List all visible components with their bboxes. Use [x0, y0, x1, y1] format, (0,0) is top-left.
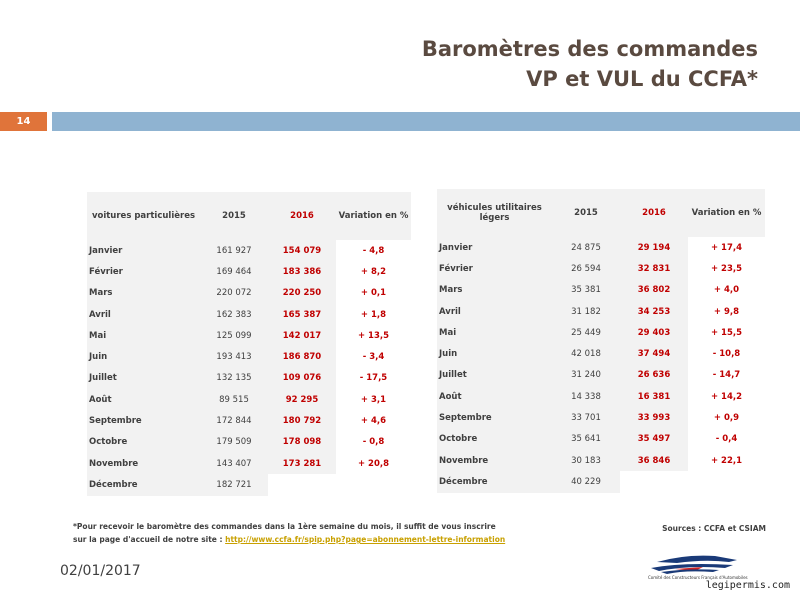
slide-date: 02/01/2017 — [60, 563, 141, 579]
vp-variation-cell: - 17,5 — [336, 368, 411, 389]
vul-2015-cell: 25 449 — [552, 322, 620, 343]
vp-2015-cell: 125 099 — [200, 325, 268, 346]
vul-month-cell: Juin — [437, 343, 552, 364]
vp-variation-cell: + 3,1 — [336, 389, 411, 410]
vp-row — [87, 432, 411, 453]
vul-variation-cell: + 14,2 — [688, 386, 765, 407]
footnote-prefix: sur la page d'accueil de notre site : — [73, 535, 226, 544]
vul-2016-cell: 16 381 — [620, 386, 688, 407]
vp-row — [87, 474, 411, 495]
vp-month-cell: Avril — [87, 304, 200, 325]
vp-month-cell: Juin — [87, 346, 200, 367]
vul-2015-cell: 30 183 — [552, 450, 620, 471]
vul-month-cell: Mars — [437, 280, 552, 301]
vp-variation-cell: + 4,6 — [336, 410, 411, 431]
vp-variation-cell: + 1,8 — [336, 304, 411, 325]
vp-month-cell: Août — [87, 389, 200, 410]
vul-month-cell: Février — [437, 258, 552, 279]
vp-2015-cell: 132 135 — [200, 368, 268, 389]
vp-2015-cell: 220 072 — [200, 283, 268, 304]
vp-variation-cell: - 4,8 — [336, 240, 411, 261]
vul-2015-cell: 31 182 — [552, 301, 620, 322]
vul-row — [437, 301, 765, 322]
vul-row — [437, 343, 765, 364]
vp-variation-cell: + 13,5 — [336, 325, 411, 346]
vul-2016-cell: 33 993 — [620, 407, 688, 428]
vp-2015-cell: 182 721 — [200, 474, 268, 495]
vul-month-cell: Janvier — [437, 237, 552, 258]
vul-variation-cell: + 15,5 — [688, 322, 765, 343]
vp-2016-cell: 154 079 — [268, 240, 336, 261]
vp-variation-cell — [336, 474, 411, 495]
vul-month-cell: Mai — [437, 322, 552, 343]
vp-month-cell: Octobre — [87, 432, 200, 453]
vp-row — [87, 304, 411, 325]
header-band — [52, 112, 800, 131]
vp-row — [87, 453, 411, 474]
vp-2015-cell: 89 515 — [200, 389, 268, 410]
sources-note: Sources : CCFA et CSIAM — [662, 524, 766, 533]
slide-title — [422, 34, 758, 94]
vp-row — [87, 283, 411, 304]
vp-2016-cell: 109 076 — [268, 368, 336, 389]
vul-variation-cell: + 22,1 — [688, 450, 765, 471]
vp-variation-cell: + 8,2 — [336, 261, 411, 282]
vul-row — [437, 258, 765, 279]
slide-title-line1: Baromètres des commandes — [421, 37, 758, 61]
vp-month-cell: Juillet — [87, 368, 200, 389]
vul-2015-cell: 26 594 — [552, 258, 620, 279]
vul-month-cell: Avril — [437, 301, 552, 322]
vul-row — [437, 471, 765, 492]
vul-variation-cell: - 10,8 — [688, 343, 765, 364]
vul-row — [437, 450, 765, 471]
vp-2016-cell: 183 386 — [268, 261, 336, 282]
vp-orders-table — [87, 192, 411, 496]
vul-2016-cell: 36 802 — [620, 280, 688, 301]
footnote — [73, 520, 505, 546]
vul-header-2015: 2015 — [552, 189, 620, 237]
slide-number: 14 — [0, 112, 47, 131]
vp-header-variation: Variation en % — [336, 192, 411, 240]
vul-2016-cell — [620, 471, 688, 492]
vp-row — [87, 368, 411, 389]
vp-header-2016: 2016 — [268, 192, 336, 240]
vp-month-cell: Février — [87, 261, 200, 282]
vp-2016-cell: 180 792 — [268, 410, 336, 431]
vul-2016-cell: 32 831 — [620, 258, 688, 279]
vp-month-cell: Décembre — [87, 474, 200, 495]
vul-month-cell: Septembre — [437, 407, 552, 428]
vul-row — [437, 407, 765, 428]
vul-variation-cell: + 4,0 — [688, 280, 765, 301]
vul-2015-cell: 35 641 — [552, 429, 620, 450]
vp-2015-cell: 162 383 — [200, 304, 268, 325]
vp-2016-cell: 165 387 — [268, 304, 336, 325]
footnote-line2 — [73, 533, 505, 546]
vul-2016-cell: 36 846 — [620, 450, 688, 471]
vp-month-cell: Mai — [87, 325, 200, 346]
vul-header-variation: Variation en % — [688, 189, 765, 237]
vul-row — [437, 237, 765, 258]
vp-2016-cell: 186 870 — [268, 346, 336, 367]
vp-variation-cell: - 0,8 — [336, 432, 411, 453]
vp-month-cell: Mars — [87, 283, 200, 304]
vul-2016-cell: 37 494 — [620, 343, 688, 364]
vul-2015-cell: 24 875 — [552, 237, 620, 258]
vp-row — [87, 410, 411, 431]
watermark: legipermis.com — [705, 580, 790, 591]
vul-row — [437, 429, 765, 450]
vp-2015-cell: 161 927 — [200, 240, 268, 261]
vul-2016-cell: 34 253 — [620, 301, 688, 322]
vp-2016-cell: 142 017 — [268, 325, 336, 346]
vp-2015-cell: 143 407 — [200, 453, 268, 474]
vul-variation-cell: + 9,8 — [688, 301, 765, 322]
vul-2015-cell: 33 701 — [552, 407, 620, 428]
vul-2015-cell: 42 018 — [552, 343, 620, 364]
vp-row — [87, 325, 411, 346]
footnote-line1: *Pour recevoir le baromètre des commandes dans la 1ère semaine du mois, il suffit de vous inscrire — [73, 522, 496, 531]
vp-row — [87, 240, 411, 261]
vul-2016-cell: 35 497 — [620, 429, 688, 450]
vul-variation-cell: + 23,5 — [688, 258, 765, 279]
vul-2015-cell: 31 240 — [552, 365, 620, 386]
vp-variation-cell: + 0,1 — [336, 283, 411, 304]
vul-2016-cell: 29 403 — [620, 322, 688, 343]
vp-2016-cell: 220 250 — [268, 283, 336, 304]
vul-2015-cell: 35 381 — [552, 280, 620, 301]
vul-month-cell: Octobre — [437, 429, 552, 450]
vp-row — [87, 346, 411, 367]
vp-month-cell: Septembre — [87, 410, 200, 431]
vp-header-2015: 2015 — [200, 192, 268, 240]
vul-row — [437, 365, 765, 386]
vul-variation-cell: + 0,9 — [688, 407, 765, 428]
vp-row — [87, 261, 411, 282]
vp-2015-cell: 179 509 — [200, 432, 268, 453]
vul-2016-cell: 26 636 — [620, 365, 688, 386]
vul-orders-table — [437, 189, 765, 493]
logo-caption: Comité des Constructeurs Français d'Automobiles — [648, 575, 748, 580]
vul-2015-cell: 40 229 — [552, 471, 620, 492]
vul-header-2016: 2016 — [620, 189, 688, 237]
subscription-link[interactable]: http://www.ccfa.fr/spip.php?page=abonnement-lettre-information — [225, 535, 506, 544]
vul-month-cell: Novembre — [437, 450, 552, 471]
vp-variation-cell: - 3,4 — [336, 346, 411, 367]
vul-2015-cell: 14 338 — [552, 386, 620, 407]
vul-variation-cell: - 0,4 — [688, 429, 765, 450]
vul-variation-cell: - 14,7 — [688, 365, 765, 386]
vul-header-category: véhicules utilitaires légers — [437, 189, 552, 237]
vul-row — [437, 322, 765, 343]
vul-month-cell: Juillet — [437, 365, 552, 386]
vul-month-cell: Décembre — [437, 471, 552, 492]
vul-variation-cell — [688, 471, 765, 492]
vp-2016-cell — [268, 474, 336, 495]
vp-variation-cell: + 20,8 — [336, 453, 411, 474]
vp-2015-cell: 193 413 — [200, 346, 268, 367]
vp-2015-cell: 169 464 — [200, 261, 268, 282]
vp-2015-cell: 172 844 — [200, 410, 268, 431]
vp-month-cell: Novembre — [87, 453, 200, 474]
vp-2016-cell: 178 098 — [268, 432, 336, 453]
vp-2016-cell: 92 295 — [268, 389, 336, 410]
vul-row — [437, 386, 765, 407]
vp-row — [87, 389, 411, 410]
vp-month-cell: Janvier — [87, 240, 200, 261]
vul-row — [437, 280, 765, 301]
vul-month-cell: Août — [437, 386, 552, 407]
vul-variation-cell: + 17,4 — [688, 237, 765, 258]
vp-header-category: voitures particulières — [87, 192, 200, 240]
vul-2016-cell: 29 194 — [620, 237, 688, 258]
slide-title-line2: VP et VUL du CCFA* — [526, 67, 758, 91]
vp-2016-cell: 173 281 — [268, 453, 336, 474]
